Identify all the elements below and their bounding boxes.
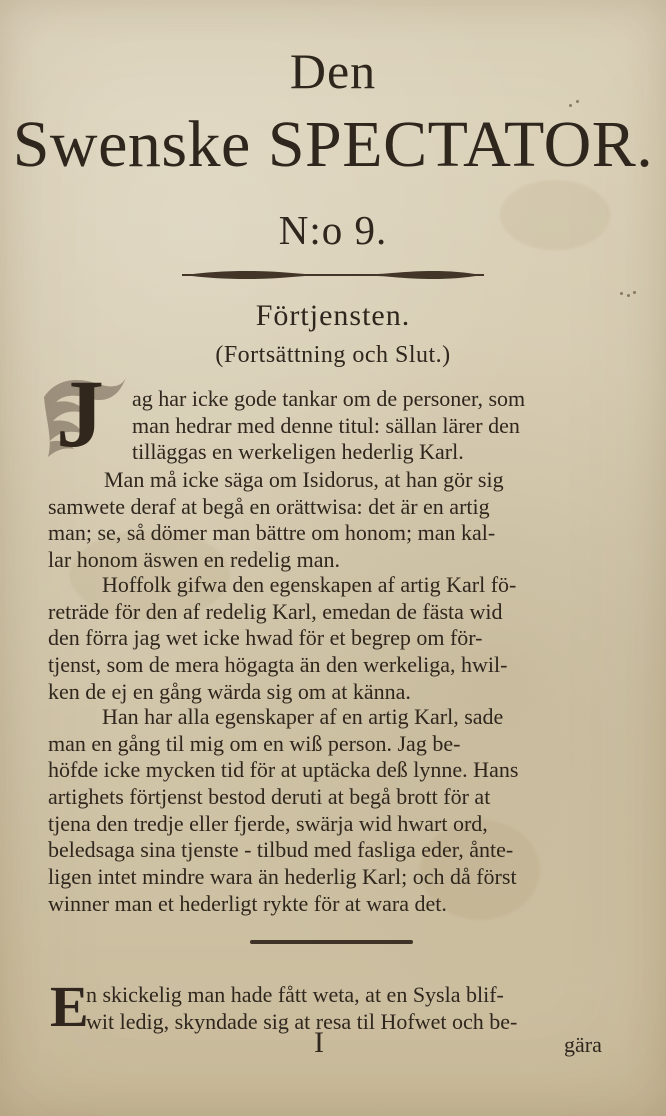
speckle-icon <box>569 104 572 107</box>
article-title: Förtjensten. <box>255 299 411 332</box>
speckle-icon <box>633 291 636 294</box>
decorative-rule-icon <box>182 268 484 282</box>
paragraph-1 <box>48 386 616 466</box>
paragraph-line: tilläggas en werkeligen hederlig Karl. <box>132 439 464 465</box>
initial-letter: J <box>56 360 104 467</box>
section-divider <box>250 940 413 944</box>
paragraph-line: tjena den tredje eller fjerde, swärja wid hwart ord, <box>48 810 488 836</box>
paragraph-line: Han har alla egenskaper af en artig Karl, sade <box>102 704 504 729</box>
next-article-line: n skickelig man hade fått weta, at en Sysla blif- <box>86 982 504 1007</box>
paragraph-line: tjenst, som de mera högagta än den werkeliga, hwil- <box>48 652 508 678</box>
paragraph-line: ken de ej en gång wärda sig om at känna. <box>48 678 411 704</box>
paragraph-2 <box>48 467 616 574</box>
paragraph-line: samwete deraf at begå en orättwisa: det är en artig <box>48 493 490 519</box>
speckle-icon <box>576 100 579 103</box>
paragraph-line: Hoffolk gifwa den egenskapen af artig Karl fö- <box>102 572 517 597</box>
paragraph-line: den förra jag wet icke hwad för et begrep om för- <box>48 625 483 651</box>
paragraph-4 <box>48 704 616 918</box>
paragraph-line: höfde icke mycken tid för at uptäcka deß lynne. Hans <box>48 757 519 783</box>
paragraph-line: man en gång til mig om en wiß person. Jag be- <box>48 730 461 756</box>
paragraph-3 <box>48 572 616 705</box>
paragraph-line: lar honom äswen en redelig man. <box>48 547 341 573</box>
next-article-line: wit ledig, skyndade sig at resa til Hofwet och be- <box>86 1008 518 1034</box>
speckle-icon <box>627 294 630 297</box>
paragraph-line: beledsaga sina tjenste - tilbud med fasliga eder, ånte- <box>48 837 514 863</box>
next-article-initial: E <box>50 974 89 1039</box>
catchword-left: I <box>314 1026 324 1059</box>
paragraph-line: winner man et hederligt rykte för at wara det. <box>48 890 447 916</box>
speckle-icon <box>620 292 623 295</box>
paragraph-line: ag har icke gode tankar om de personer, som <box>132 386 526 411</box>
issue-number: N:o 9. <box>278 207 388 253</box>
masthead-line-1: Den <box>289 43 377 99</box>
paragraph-line: ligen intet mindre wara än hederlig Karl; och då först <box>48 864 517 890</box>
catchword-right: gära <box>564 1032 602 1057</box>
paragraph-line: man; se, så dömer man bättre om honom; man kal- <box>48 520 496 546</box>
paragraph-line: artighets förtjenst bestod deruti at begå brott för at <box>48 784 491 810</box>
paragraph-line: man hedrar med denne titul: sällan lärer den <box>132 412 520 438</box>
masthead-title: Swenske SPECTATOR. <box>12 108 654 181</box>
paragraph-line: Man må icke säga om Isidorus, at han gör sig <box>104 467 504 492</box>
paragraph-line: reträde för den af redelig Karl, emedan de fästa wid <box>48 598 503 624</box>
next-article-text <box>86 981 618 1034</box>
article-subtitle: (Fortsättning och Slut.) <box>215 342 451 368</box>
